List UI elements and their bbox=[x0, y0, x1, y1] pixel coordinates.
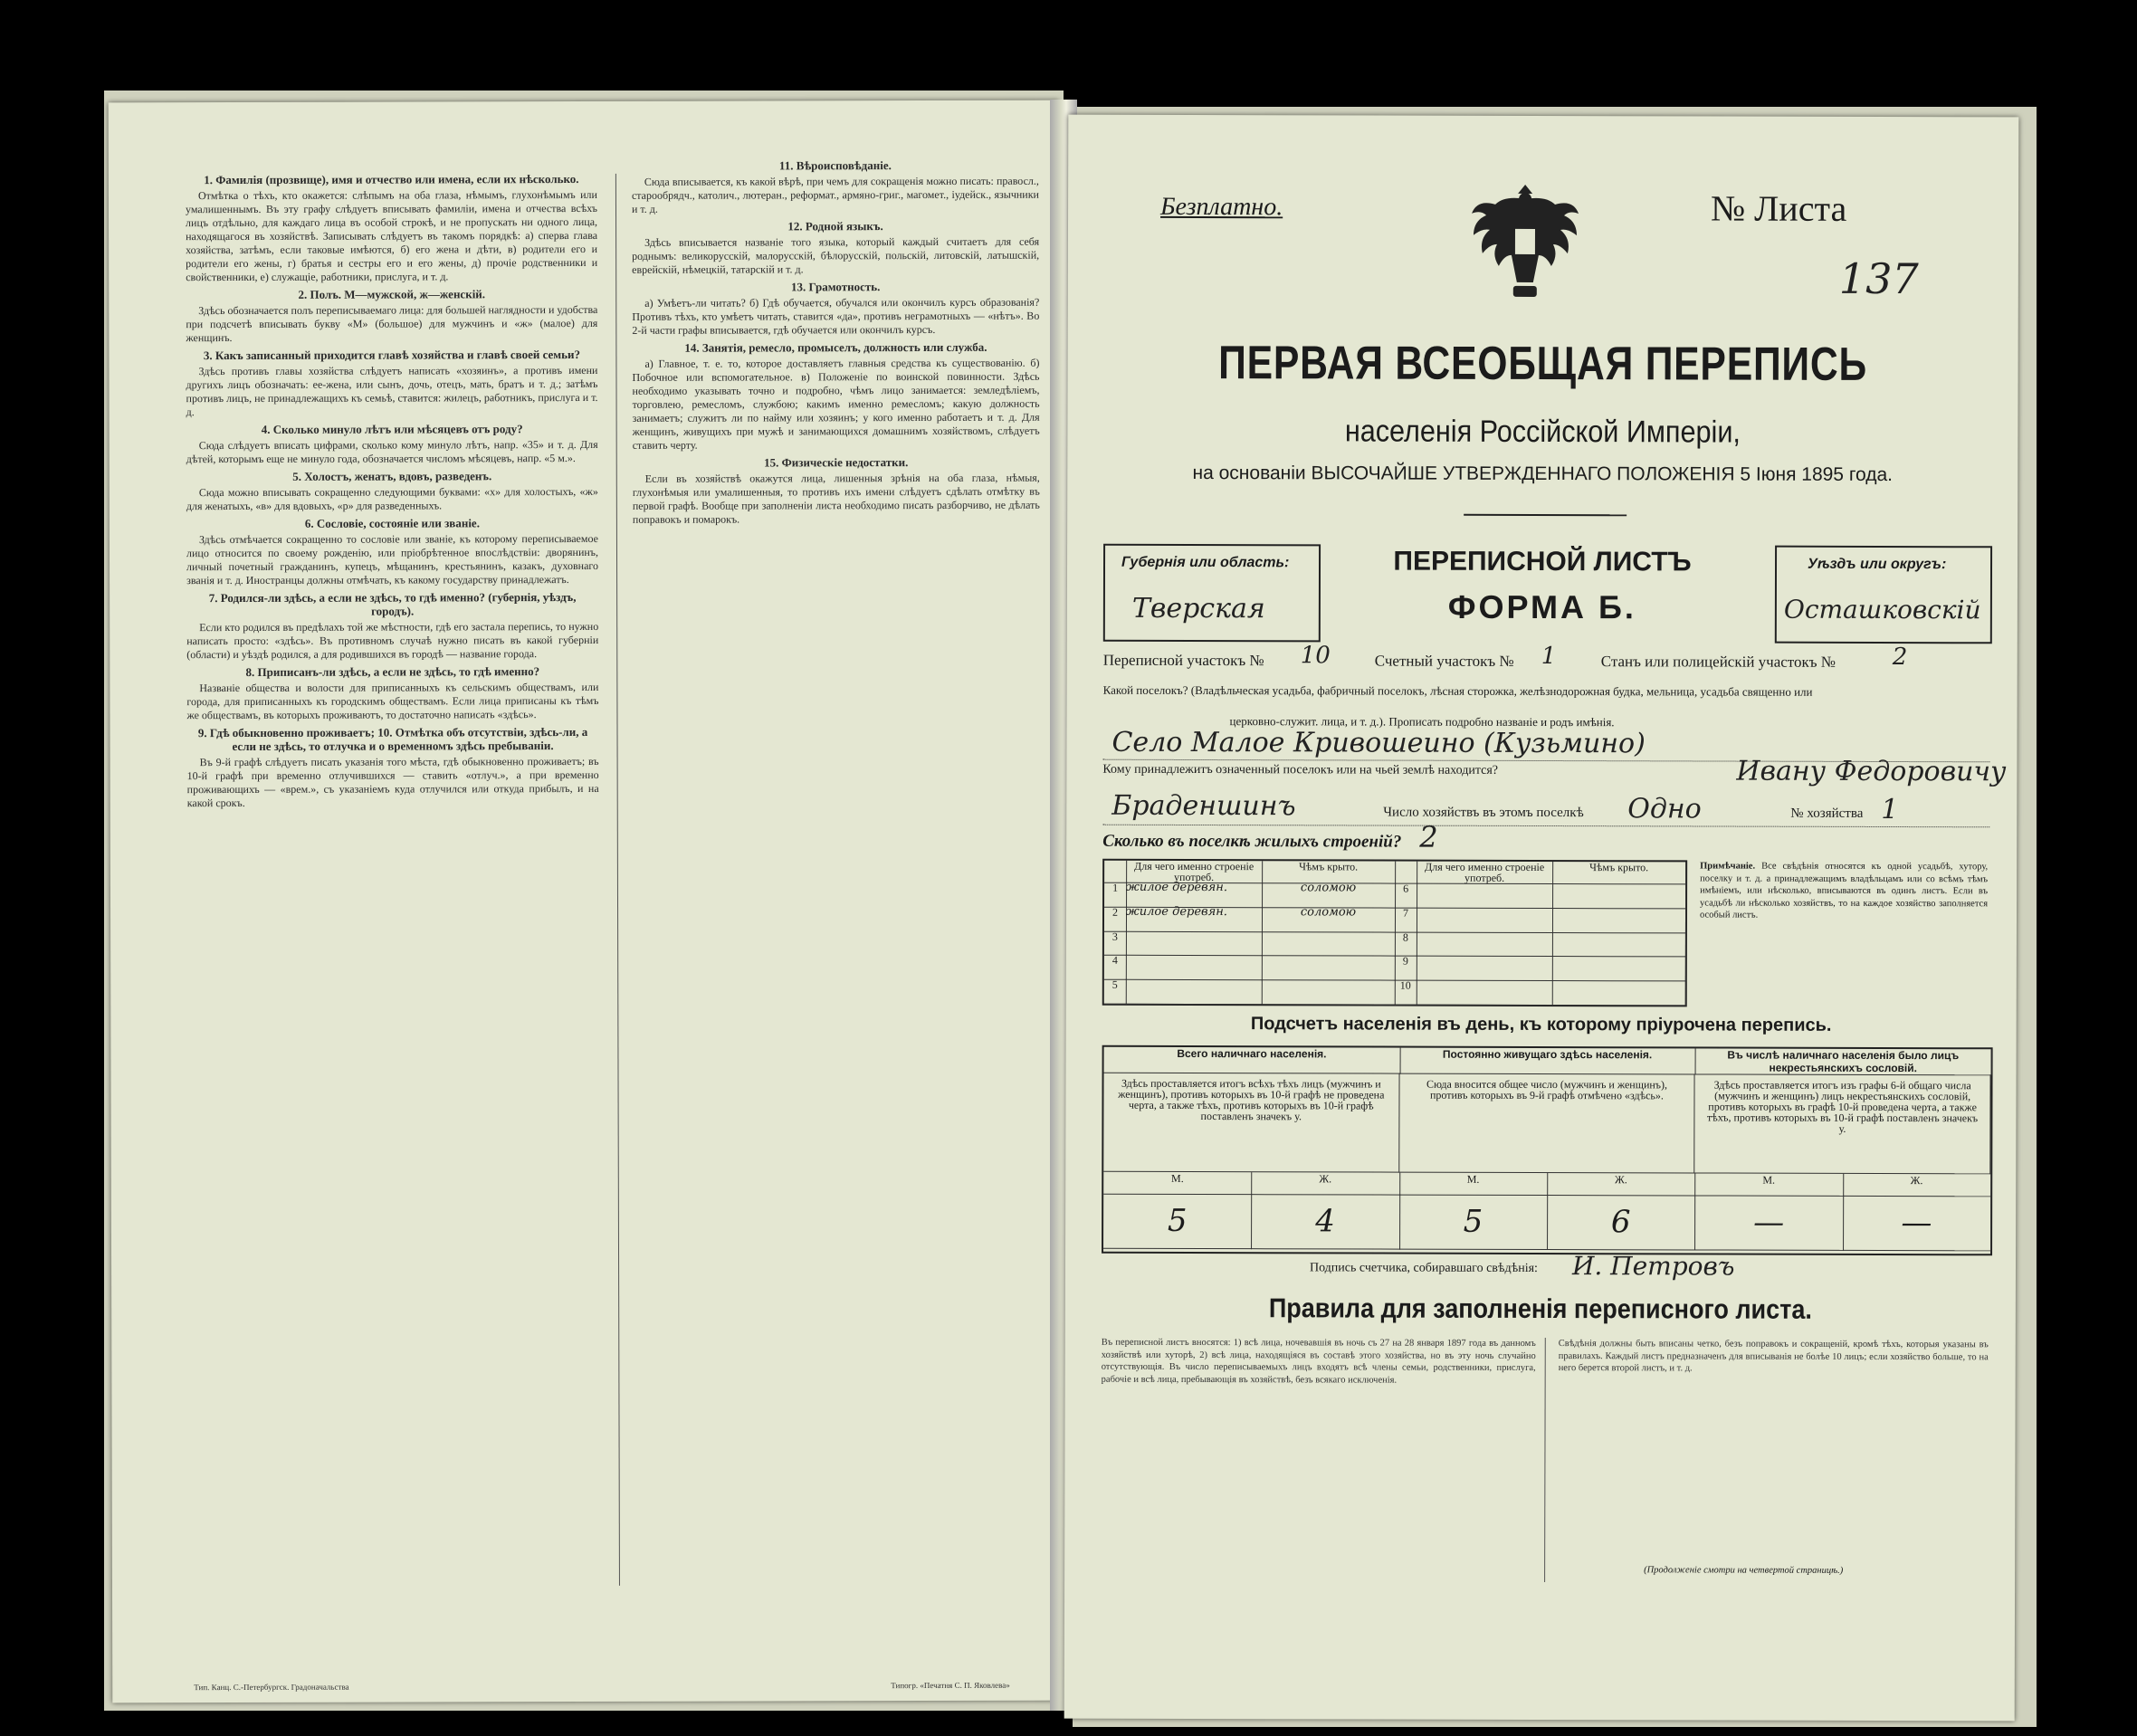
households-value: Одно bbox=[1627, 793, 1702, 825]
police-district-value: 2 bbox=[1892, 644, 1908, 672]
build-row-roof bbox=[1552, 980, 1686, 1006]
count-column-desc: Сюда вносится общее число (мужчинъ и женщинъ), противъ которыхъ въ 9-й графѣ отмѣчено «здѣсь». bbox=[1399, 1073, 1695, 1174]
count-column-head: Всего наличнаго населенія. bbox=[1104, 1047, 1401, 1074]
side-note-title: Примѣчаніе. bbox=[1700, 861, 1756, 872]
province-label: Губернія или область: bbox=[1121, 554, 1290, 571]
rules-title: Правила для заполненія переписного листа. bbox=[1268, 1293, 1812, 1325]
build-row-use: жилое деревян. bbox=[1126, 907, 1263, 932]
female-count: — bbox=[1843, 1196, 1991, 1251]
build-row-number: 10 bbox=[1395, 980, 1417, 1006]
instruction-text: Здѣсь отмѣчается сокращенно то сословіе или званіе, къ которому переписываемое лицо относится по своему рожденію, или пріобрѣтенное впослѣдствіи: дворянинъ, личный почетный гражданинъ, купецъ, мѣщанинъ, крестьянинъ, казакъ, духовнаго званія и т. д. Иностранцы должны отмѣчать, къ какому государству принадлежатъ. bbox=[186, 531, 599, 587]
build-row-use bbox=[1417, 883, 1553, 909]
build-row-number: 2 bbox=[1104, 907, 1127, 932]
rules-right-column: Свѣдѣнія должны быть вписаны четко, безъ поправокъ и сокращеній, кромѣ тѣхъ, которыя указаны въ правилахъ. Каждый листъ предназначенъ для вписыванія не болѣе 10 лицъ; если хозяйство больше, то на него берется второй листъ, и т. д. bbox=[1558, 1339, 1989, 1374]
count-column-desc: Здѣсь проставляется итогъ изъ графы 6-й общаго числа (мужчинъ и женщинъ) лицъ некрестьянскихъ сословій, противъ которыхъ въ графѣ 10-й проведена черта, а также тѣхъ, противъ которыхъ въ 10-й графѣ поставленъ значекъ у. bbox=[1695, 1073, 1991, 1174]
build-use-head: Для чего именно строеніе употреб. bbox=[1126, 861, 1263, 883]
settlement-question-2: церковно-служит. лица, и т. д.). Прописать подробно названіе и родъ имѣнія. bbox=[1229, 714, 1615, 730]
build-row-use bbox=[1417, 956, 1553, 981]
side-note bbox=[1700, 860, 1988, 921]
build-row-number: 9 bbox=[1395, 956, 1417, 981]
male-count: — bbox=[1694, 1195, 1843, 1250]
households-label: Число хозяйствъ въ этомъ поселкѣ bbox=[1383, 805, 1584, 821]
signature-label: Подпись счетчика, собиравшаго свѣдѣнія: bbox=[1309, 1261, 1538, 1275]
owner-line bbox=[1102, 825, 1989, 828]
count-column-desc: Здѣсь проставляется итогъ всѣхъ тѣхъ лицъ (мужчинъ и женщинъ), противъ которыхъ въ 10-й графѣ не проведена черта, а также тѣхъ, противъ которыхъ въ 10-й графѣ поставленъ значекъ у. bbox=[1103, 1073, 1399, 1173]
build-num-head bbox=[1104, 861, 1127, 883]
build-row-number: 1 bbox=[1104, 882, 1127, 908]
build-row-number: 5 bbox=[1104, 979, 1127, 1005]
police-district-label: Станъ или полицейскій участокъ № bbox=[1600, 653, 1836, 671]
build-row-roof: соломою bbox=[1262, 907, 1396, 932]
census-title: ПЕРВАЯ ВСЕОБЩАЯ ПЕРЕПИСЬ bbox=[1218, 337, 1868, 391]
instruction-heading: 2. Полъ. М—мужской, ж—женскій. bbox=[298, 287, 486, 301]
instruction-text: Если кто родился въ предѣлахъ той же мѣстности, гдѣ его застала перепись, то нужно написать просто: «здѣсь». Въ противномъ случаѣ нужно писать въ какой губерніи (области) и уѣздѣ родился, а для родившихся въ городѣ — название города. bbox=[186, 619, 599, 662]
population-count-table bbox=[1102, 1045, 1993, 1256]
form-subtitle: ФОРМА Б. bbox=[1447, 587, 1637, 626]
instruction-text: а) Умѣетъ-ли читать? б) Гдѣ обучается, обучался или окончилъ курсъ образованія? Противъ тѣхъ, кто умѣетъ читать, ставится «да», противъ неграмотныхъ — «нѣтъ». Во 2-й части графы вписывается, гдѣ обучается или окончилъ курсъ. bbox=[632, 295, 1040, 337]
settlement-question: Какой поселокъ? (Владѣльческая усадьба, фабричный поселокъ, лѣсная сторожка, желѣзнодорожная будка, мельница, усадьба священно или bbox=[1102, 682, 1813, 699]
instruction-heading: 1. Фамилія (прозвище), имя и отчество или имена, если их нѣсколько. bbox=[204, 172, 579, 187]
settlement-value: Село Малое Кривошеино (Кузьмино) bbox=[1111, 726, 1646, 760]
build-row-use bbox=[1417, 907, 1553, 932]
build-row-use bbox=[1126, 955, 1263, 980]
instruction-text: Названіе общества и волости для приписанныхъ къ сельскимъ обществамъ, или города, для приписанныхъ къ городскимъ обществамъ. Если лица приписаны къ тѣмъ же обществамъ, въ которыхъ проживаютъ, то достаточно написать «здѣсь». bbox=[186, 680, 599, 722]
signature-value: И. Петровъ bbox=[1571, 1251, 1735, 1282]
build-row-roof bbox=[1552, 932, 1686, 958]
female-label: Ж. bbox=[1252, 1172, 1400, 1195]
instruction-heading: 9. Гдѣ обыкновенно проживаетъ; 10. Отмѣтка объ отсутствіи, здѣсь-ли, а если не здѣсь, то отлучка и о временномъ здѣсь пребываніи. bbox=[197, 724, 588, 754]
district-label: Уѣздъ или округъ: bbox=[1808, 556, 1947, 573]
build-row-number: 6 bbox=[1395, 883, 1417, 909]
build-row-roof: соломою bbox=[1262, 882, 1396, 908]
instruction-heading: 5. Холостъ, женатъ, вдовъ, разведенъ. bbox=[292, 469, 492, 483]
province-box bbox=[1103, 544, 1321, 643]
build-row-roof bbox=[1552, 883, 1686, 909]
continuation-note: (Продолженіе смотри на четвертой страницѣ.) bbox=[1644, 1565, 1844, 1576]
instruction-heading: 4. Сколько минуло лѣтъ или мѣсяцевъ отъ роду? bbox=[261, 422, 523, 436]
build-row-roof bbox=[1262, 956, 1396, 981]
female-count: 6 bbox=[1547, 1195, 1695, 1250]
column-divider bbox=[615, 174, 620, 1586]
instructions-column-2 bbox=[632, 155, 1043, 1586]
instruction-text: Сюда можно вписывать сокращенно следующими буквами: «х» для холостыхъ, «ж» для женатыхъ, «в» для вдовыхъ, «р» для разведенныхъ. bbox=[186, 484, 598, 513]
instruction-heading: 11. Вѣроисповѣданіе. bbox=[778, 158, 892, 173]
district-box bbox=[1775, 546, 1992, 644]
build-row-roof bbox=[1552, 956, 1686, 981]
build-roof-head: Чѣмъ крыто. bbox=[1552, 862, 1686, 884]
build-roof-head: Чѣмъ крыто. bbox=[1262, 861, 1396, 883]
female-count: 4 bbox=[1251, 1194, 1399, 1249]
owner-value: Ивану Федоровичу bbox=[1736, 755, 2007, 788]
instruction-text: Сюда вписывается, къ какой вѣрѣ, при чемъ для сокращенія можно писать: правосл., старообрядч., католич., лютеран., реформат., армяно-григ., магомет., іудейск., язычники и т. д. bbox=[631, 174, 1039, 215]
build-row-number: 4 bbox=[1104, 955, 1127, 980]
count-column-head: Постоянно живущаго здѣсь населенія. bbox=[1399, 1048, 1696, 1075]
free-label: Безплатно. bbox=[1160, 192, 1283, 222]
build-use-head: Для чего именно строеніе употреб. bbox=[1417, 862, 1553, 884]
male-label: М. bbox=[1695, 1173, 1844, 1196]
title-rule bbox=[1464, 514, 1627, 516]
instruction-heading: 15. Физическіе недостатки. bbox=[764, 455, 909, 470]
household-number-value: 1 bbox=[1881, 793, 1899, 826]
buildings-label: Сколько въ поселкѣ жилыхъ строеній? bbox=[1102, 831, 1402, 852]
male-count: 5 bbox=[1399, 1195, 1548, 1250]
build-row-number: 3 bbox=[1104, 930, 1127, 956]
census-district-label: Переписной участокъ № bbox=[1102, 651, 1264, 670]
build-row-roof bbox=[1262, 979, 1396, 1005]
female-label: Ж. bbox=[1843, 1174, 1991, 1197]
instruction-heading: 3. Какъ записанный приходится главѣ хозяйства и главѣ своей семьи? bbox=[203, 348, 581, 363]
male-label: М. bbox=[1399, 1173, 1548, 1196]
instruction-text: Если въ хозяйствѣ окажутся лица, лишенныя зрѣнія на оба глаза, нѣмыя, глухонѣмыя или умалишенныя, то противъ ихъ имени слѣдуетъ сдѣлать отмѣтку въ первой графѣ. Вообще при заполненіи листа необходимо писать разборчиво, не дѣлать поправокъ и помарокъ. bbox=[632, 471, 1040, 526]
instruction-heading: 6. Сословіе, состояніе или званіе. bbox=[304, 516, 480, 530]
sheet-number-handwritten: 137 bbox=[1838, 253, 1919, 304]
instruction-text: Здѣсь вписывается названіе того языка, который каждый считаетъ для себя роднымъ: великорусскій, малорусскій, бѣлорусскій, польскій, литовскій, латышскій, еврейскій, нѣмецкій, татарскій и т. д. bbox=[632, 234, 1040, 276]
male-count: 5 bbox=[1103, 1194, 1252, 1249]
owner-question: Кому принадлежитъ означенный поселокъ или на чьей землѣ находится? bbox=[1102, 762, 1499, 777]
double-headed-eagle-icon bbox=[1457, 177, 1593, 313]
build-row-use bbox=[1126, 930, 1263, 956]
build-row-roof bbox=[1552, 908, 1686, 933]
count-title: Подсчетъ населенія въ день, къ которому пріурочена перепись. bbox=[1250, 1014, 1832, 1035]
build-row-number: 7 bbox=[1395, 907, 1417, 932]
build-row-use: жилое деревян. bbox=[1126, 882, 1263, 908]
census-basis: на основаніи ВЫСОЧАЙШЕ УТВЕРЖДЕННАГО ПОЛОЖЕНІЯ 5 Іюня 1895 года. bbox=[1192, 462, 1894, 486]
instructions-page bbox=[109, 100, 1064, 1703]
buildings-value: 2 bbox=[1419, 819, 1438, 854]
sheet-number-label: № Листа bbox=[1710, 187, 1847, 229]
build-row-roof bbox=[1262, 931, 1396, 957]
instruction-text: Въ 9-й графѣ слѣдуетъ писать указанія того мѣста, гдѣ обыкновенно проживаетъ; въ 10-й графѣ при временно отлучившихся — ставить «отлуч.», а при временно проживающихъ — «врем.», съ указаніемъ куда отлучился или откуда прибылъ, и на какой срокъ. bbox=[186, 754, 599, 810]
instruction-heading: 12. Родной языкъ. bbox=[787, 219, 883, 234]
instruction-text: Здѣсь обозначается полъ переписываемаго лица: для большей наглядности и удобства при подсчетѣ вписывать букву «М» (большое) для мужчинъ и «ж» (малое) для женщинъ. bbox=[186, 302, 598, 345]
count-district-label: Счетный участокъ № bbox=[1374, 652, 1514, 670]
build-row-use bbox=[1126, 979, 1263, 1005]
form-title: ПЕРЕПИСНОЙ ЛИСТЪ bbox=[1393, 546, 1692, 577]
census-district-value: 10 bbox=[1300, 642, 1331, 670]
owner-value-2: Браденшинъ bbox=[1111, 789, 1296, 823]
instruction-heading: 7. Родился-ли здѣсь, а если не здѣсь, то гдѣ именно? (губернія, уѣздъ, городъ). bbox=[208, 590, 577, 618]
rules-left-column: Въ переписной листъ вносятся: 1) всѣ лица, ночевавшія въ ночь съ 27 на 28 января 1897 года въ данномъ хозяйствѣ или хуторѣ, 2) всѣ лица, находящіяся въ составѣ этого хозяйства, но въ эту ночь случайно отсутствующія. Въ число переписываемыхъ лицъ входятъ всѣ члены семьи, родственники, прислуга, рабочіе и всѣ лица, пребывающія въ хозяйствѣ, безъ всякаго исключенія. bbox=[1101, 1337, 1536, 1386]
instruction-heading: 8. Приписанъ-ли здѣсь, а если не здѣсь, то гдѣ именно? bbox=[245, 664, 540, 679]
build-row-use bbox=[1417, 931, 1553, 957]
count-district-value: 1 bbox=[1541, 642, 1557, 671]
census-form-page bbox=[1064, 115, 2019, 1722]
buildings-table bbox=[1102, 859, 1687, 1007]
male-label: М. bbox=[1103, 1172, 1252, 1195]
build-row-use bbox=[1417, 980, 1553, 1006]
build-num-head bbox=[1395, 862, 1417, 884]
instruction-text: Сюда слѣдуетъ вписать цифрами, сколько кому минуло лѣтъ, напр. «35» и т. д. Для дѣтей, которымъ еще не минуло года, обозначается числомъ мѣсяцевъ, напр. «5 м.». bbox=[186, 437, 598, 466]
side-note-text: Все свѣдѣнія относятся къ одной усадьбѣ, хутору, поселку и т. д. а принадлежащимъ владѣльцамъ или со всѣмъ тѣмъ имѣніемъ, или нѣсколько, вписываются въ одинъ листъ. Если въ усадьбѣ ли нѣсколько хозяйствъ, то на каждое хозяйство заполняется особый листъ. bbox=[1699, 861, 1989, 920]
imprint-right: Типогр. «Печатня С. П. Яковлева» bbox=[891, 1680, 1010, 1691]
census-subtitle: населенія Россійской Имперіи, bbox=[1344, 414, 1741, 450]
female-label: Ж. bbox=[1547, 1173, 1695, 1196]
instruction-text: Отмѣтка о тѣхъ, кто окажется: слѣпымъ на оба глаза, нѣмымъ, глухонѣмымъ или умалишеннымъ. Въ эту графу слѣдуетъ вписывать фамиліи, имена и отчества всѣхъ лицъ отдѣльно, для каждаго лица въ особой строкѣ, и не пропускать ни одного лица, находящагося въ хозяйствѣ. Записывать слѣдуетъ въ такомъ порядкѣ: а) сперва глава хозяйства, затѣмъ, если таковые имѣются, б) его жена и дѣти, в) родители его и родители его жены, г) братья и сестры его и его жены, д) прочіе родственники и свойственники, е) служащіе, работники, прислуга, и т. д. bbox=[185, 187, 598, 284]
household-number-label: № хозяйства bbox=[1790, 806, 1864, 821]
instructions-column-1 bbox=[186, 168, 601, 1654]
count-column-head: Въ числѣ наличнаго населенія было лицъ некрестьянскихъ сословій. bbox=[1695, 1048, 1992, 1075]
build-row-number: 8 bbox=[1395, 931, 1417, 957]
province-value: Тверская bbox=[1131, 592, 1265, 625]
district-value: Осташковскій bbox=[1783, 594, 1981, 625]
instruction-text: Здѣсь противъ главы хозяйства слѣдуетъ написать «хозяинъ», а противъ имени другихъ лицъ обозначать: ее-жена, или сынъ, дочь, отецъ, мать, братъ и т. д.; затѣмъ противъ лицъ, не принадлежащихъ къ семьѣ, ставится: жилецъ, работникъ, прислуга и т. д. bbox=[186, 363, 598, 419]
rules-divider bbox=[1544, 1338, 1546, 1582]
instruction-heading: 14. Занятія, ремесло, промыселъ, должность или служба. bbox=[684, 339, 987, 355]
instruction-heading: 13. Грамотность. bbox=[791, 280, 881, 294]
imprint-left: Тип. Канц. С.-Петербургск. Градоначальства bbox=[194, 1682, 349, 1693]
instruction-text: а) Главное, т. е. то, которое доставляетъ главныя средства къ существованію. б) Побочное или вспомогательное. в) Положеніе по воинской повинности. Здѣсь необходимо указывать точно и подробно, чѣмъ лицо занимается: земледѣліемъ, торговлею, ремесломъ, службою; какимъ именно ремесломъ; какую должность занимаетъ; служитъ ли по найму или хозяинъ; у кого именно работаетъ и т. д. Для женщинъ, живущихъ при мужѣ и занимающихся домашнимъ хозяйствомъ, слѣдуетъ ставить черту. bbox=[632, 356, 1040, 452]
